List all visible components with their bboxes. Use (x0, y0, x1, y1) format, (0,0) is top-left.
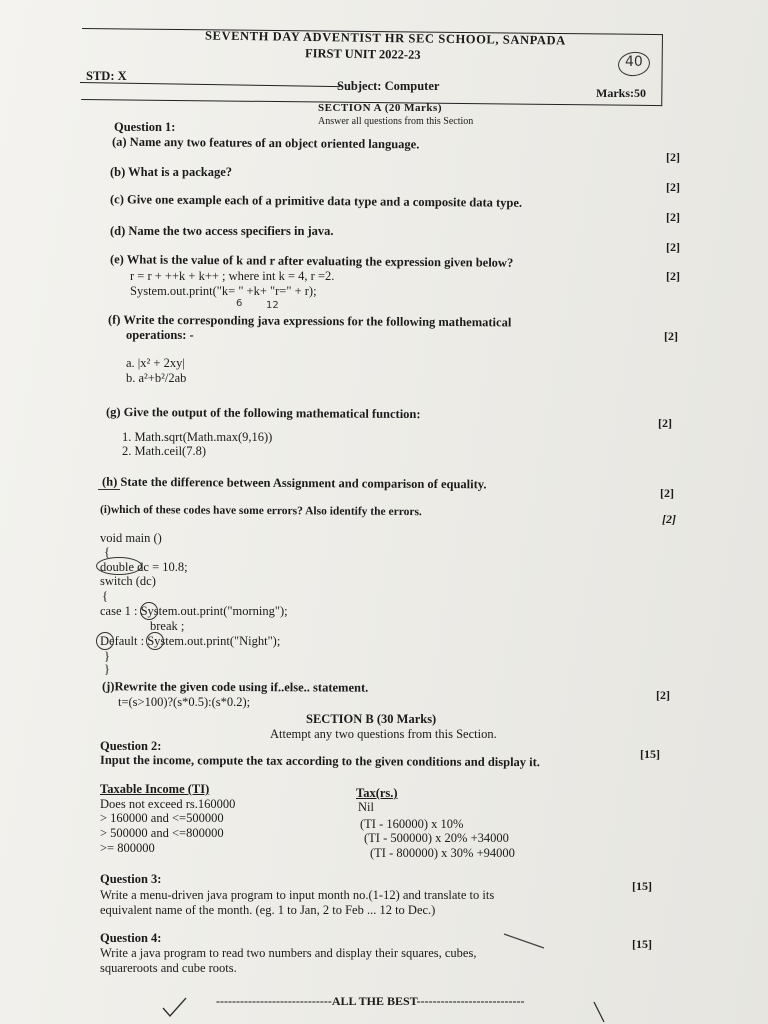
code-line-2: { (104, 545, 110, 559)
code-line-6: case 1 : System.out.print("morning"); (100, 604, 288, 618)
question-1c: (c) Give one example each of a primitive data type and a composite data type. (109, 192, 523, 210)
table-header-income: Taxable Income (TI) (100, 782, 210, 796)
mark-q2: [15] (640, 747, 660, 761)
mark-1d: [2] (666, 240, 680, 254)
mark-q3: [15] (632, 879, 652, 893)
handwritten-circle-d (96, 632, 114, 650)
question-4-label: Question 4: (100, 931, 162, 945)
question-1g-1: 1. Math.sqrt(Math.max(9,16)) (122, 430, 273, 444)
footer-best-wishes: -----------------------------ALL THE BEST--------------------------- (216, 994, 525, 1008)
question-1d: (d) Name the two access specifiers in java. (110, 224, 334, 238)
mark-1a: [2] (666, 150, 680, 164)
section-b-subtitle: Attempt any two questions from this Section. (270, 727, 497, 741)
code-line-3: double dc = 10.8; (100, 560, 188, 574)
tax-row-3: (TI - 500000) x 20% +34000 (364, 831, 509, 845)
question-2-text: Input the income, compute the tax according to the given conditions and display it. (99, 752, 541, 770)
mark-1c: [2] (666, 210, 680, 224)
pen-stroke-corner (590, 1000, 610, 1024)
mark-1i: [2] (662, 512, 676, 526)
code-line-8: Default : System.out.print("Night"); (100, 634, 281, 648)
tax-row-2: (TI - 160000) x 10% (360, 817, 464, 831)
code-line-9: } (104, 649, 110, 663)
handwritten-circle-s2 (146, 632, 164, 650)
code-line-5: { (102, 589, 108, 603)
standard-label: STD: X (86, 69, 127, 83)
section-a-title: SECTION A (20 Marks) (318, 102, 442, 114)
question-1f-a: a. |x² + 2xy| (126, 356, 185, 370)
handwritten-circle-double (96, 557, 142, 575)
code-line-1: void main () (100, 531, 162, 545)
question-1e-expression: r = r + ++k + k++ ; where int k = 4, r =2. (130, 269, 335, 283)
question-1i: (i)which of these codes have some errors? Also identify the errors. (99, 503, 422, 519)
mark-1b: [2] (666, 180, 680, 194)
income-row-2: > 160000 and <=500000 (100, 811, 224, 825)
question-3-text-1: Write a menu-driven java program to input month no.(1-12) and translate to its (100, 888, 495, 902)
question-4-text-2: squareroots and cube roots. (100, 961, 237, 975)
section-b-title: SECTION B (30 Marks) (306, 712, 437, 726)
table-header-tax: Tax(rs.) (356, 786, 398, 800)
tax-row-4: (TI - 800000) x 30% +94000 (370, 846, 515, 860)
mark-1h: [2] (660, 486, 674, 500)
question-1a: (a) Name any two features of an object oriented language. (111, 134, 420, 152)
question-1f-b: b. a²+b²/2ab (126, 371, 187, 385)
handwritten-note-r: 12 (266, 300, 279, 311)
handwritten-note-k: 6 (236, 298, 243, 309)
mark-q4: [15] (632, 937, 652, 951)
question-1g-2: 2. Math.ceil(7.8) (122, 444, 207, 458)
question-1f-cont: operations: - (126, 328, 194, 342)
question-1e-code: System.out.print("k= " +k+ "r=" + r); (130, 284, 317, 298)
question-1h: (h) State the difference between Assignment and comparison of equality. (101, 474, 487, 492)
question-3-text-2: equivalent name of the month. (eg. 1 to Jan, 2 to Feb ... 12 to Dec.) (100, 903, 436, 917)
mark-1g: [2] (658, 416, 672, 430)
question-1b: (b) What is a package? (110, 165, 233, 179)
question-1g: (g) Give the output of the following mathematical function: (105, 404, 421, 422)
code-line-7: break ; (150, 619, 185, 633)
question-1-label: Question 1: (114, 120, 176, 134)
mark-1f: [2] (664, 329, 678, 343)
question-1f: (f) Write the corresponding java expressions for the following mathematical (107, 312, 512, 330)
mark-1e: [2] (666, 269, 680, 283)
question-2-label: Question 2: (100, 739, 162, 753)
handwritten-score: 40 (625, 54, 643, 70)
subject-label: Subject: Computer (337, 79, 440, 93)
mark-1j: [2] (656, 688, 670, 702)
income-row-1: Does not exceed rs.160000 (100, 797, 236, 811)
handwritten-underline (98, 489, 120, 490)
question-1j-code: t=(s>100)?(s*0.5):(s*0.2); (118, 695, 251, 709)
tax-row-1: Nil (358, 800, 374, 814)
code-line-10: } (104, 662, 110, 676)
section-a-subtitle: Answer all questions from this Section (318, 116, 474, 127)
question-4-text-1: Write a java program to read two numbers and display their squares, cubes, (100, 946, 477, 960)
code-line-4: switch (dc) (100, 574, 156, 588)
school-name: SEVENTH DAY ADVENTIST HR SEC SCHOOL, SANPADA (204, 28, 566, 48)
income-row-4: >= 800000 (100, 841, 155, 855)
tick-mark-icon (160, 996, 190, 1020)
total-marks: Marks:50 (596, 86, 646, 100)
handwritten-circle-s1 (140, 602, 158, 620)
exam-unit: FIRST UNIT 2022-23 (304, 46, 421, 62)
question-1j: (j)Rewrite the given code using if..else.. statement. (101, 679, 369, 695)
question-3-label: Question 3: (100, 872, 162, 886)
income-row-3: > 500000 and <=800000 (100, 826, 224, 840)
question-1e: (e) What is the value of k and r after evaluating the expression given below? (109, 252, 514, 270)
pen-stroke-mark (500, 930, 550, 952)
